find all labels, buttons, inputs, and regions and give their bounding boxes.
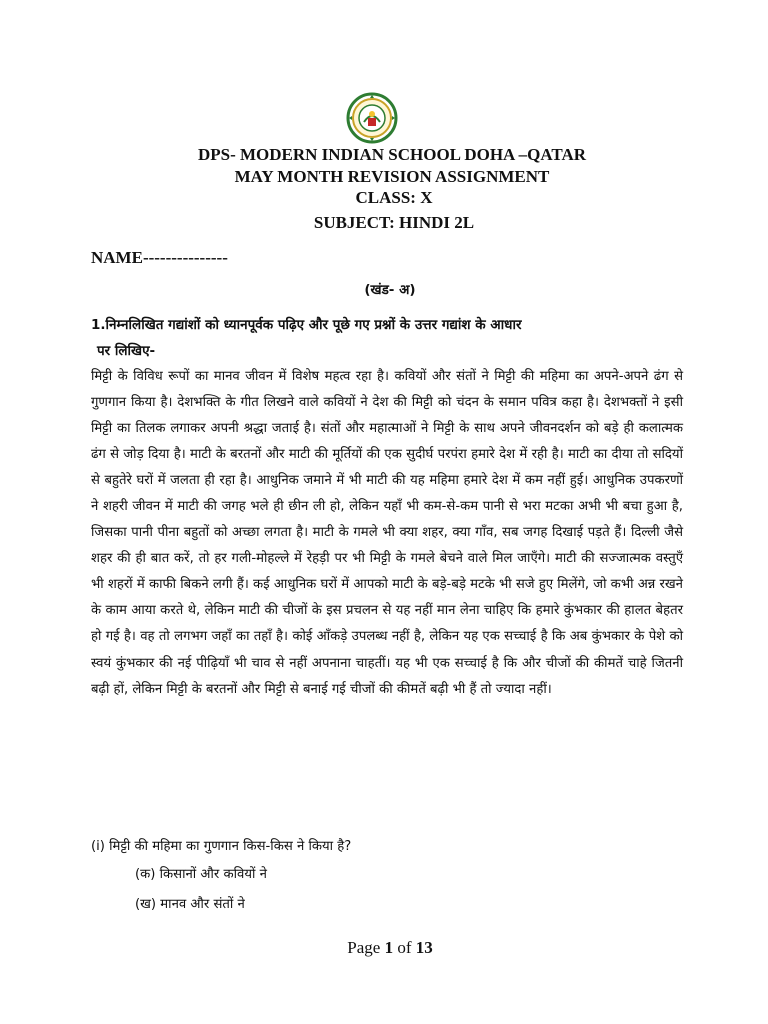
school-name: DPS- MODERN INDIAN SCHOOL DOHA –QATAR <box>197 145 587 164</box>
question-text: (i) मिट्टी की महिमा का गुणगान किस-किस ने किया है? <box>91 839 352 854</box>
subject-label: SUBJECT: HINDI 2L <box>313 213 475 232</box>
option-a: (क) किसानों और कवियों ने <box>135 867 267 882</box>
footer-prefix: Page <box>347 938 385 957</box>
name-line: NAME--------------- <box>91 248 228 267</box>
option-b: (ख) मानव और संतों ने <box>135 897 245 912</box>
section-title: (खंड- अ) <box>364 282 416 298</box>
assignment-title: MAY MONTH REVISION ASSIGNMENT <box>234 167 550 186</box>
passage-text: मिट्टी के विविध रूपों का मानव जीवन में विशेष महत्व रहा है। कवियों और संतों ने मिट्टी की महिमा का अपने-अपने ढंग से गुणगान किया है। देशभक्ति के गीत लिखने वाले कवियों ने देश की मिट्टी को चंदन के समान पवित्र कहा है। देशभक्तों ने इसी मिट्टी का तिलक लगाकर अपनी श्रद्धा जताई है। संतों और महात्माओं ने मिट्टी के साथ अपने जीवनदर्शन को बड़े ही कलात्मक ढंग से जोड़ दिया है। माटी के बरतनों और माटी की मूर्तियों की एक सुदीर्घ परपंरा हमारे देश में रही है। माटी का दीया तो सदियों से बहुतेरे घरों में जलता ही रहा है। आधुनिक जमाने में भी माटी की यह महिमा हमारे देश में कम नहीं हुई। आधुनिक उपकरणों ने शहरी जीवन में माटी की जगह भले ही छीन ली हो, लेकिन यहाँ भी कम-से-कम पानी से भरा मटका अभी भी बचा हुआ है, जिसका पानी पीना बहुतों को अच्छा लगता है। माटी के गमले भी क्या शहर, क्या गाँव, सब जगह दिखाई पड़ते हैं। दिल्ली जैसे शहर की ही बात करें, तो हर गली-मोहल्ले में रेहड़ी पर भी मिट्टी के गमले बेचने वाले मिल जाएँगे। माटी की सज्जात्मक वस्तुएँ भी शहरों में काफी बिकने लगी हैं। कई आधुनिक घरों में आपको माटी के बड़े-बड़े मटके भी सजे हुए मिलेंगे, जो कभी अन्न रखने के काम आया करते थे, लेकिन माटी की चीजों के इस प्रचलन से यह नहीं मान लेना चाहिए कि हमारे कुंभकार की हालत बेहतर हो गई है। वह तो लगभग जहाँ का तहाँ है। कोई आँकड़े उपलब्ध नहीं है, लेकिन यह एक सच्चाई है कि अब कुंभकार के पेशे को स्वयं कुंभकार की नई पीढ़ियाँ भी चाव से नहीं अपनाना चाहतीं। यह भी एक सच्चाई है कि और चीजों की कीमतें चाहे जितनी बढ़ी हों, लेकिन मिट्टी के बरतनों और मिट्टी से बनाई गई चीजों की कीमतें बढ़ी भी हैं तो ज्यादा नहीं। <box>91 369 683 697</box>
school-emblem-icon <box>346 92 398 144</box>
footer-middle: of <box>393 938 416 957</box>
instruction <box>91 312 691 364</box>
page-footer <box>0 938 768 958</box>
instruction-line-1: 1.निम्नलिखित गद्यांशों को ध्यानपूर्वक पढ़िए और पूछे गए प्रश्नों के उत्तर गद्यांश के आधार <box>91 317 522 333</box>
instruction-line-2: पर लिखिए- <box>97 343 156 359</box>
total-page-number: 13 <box>415 938 433 957</box>
class-label: CLASS: X <box>355 188 433 207</box>
current-page-number: 1 <box>384 938 394 957</box>
